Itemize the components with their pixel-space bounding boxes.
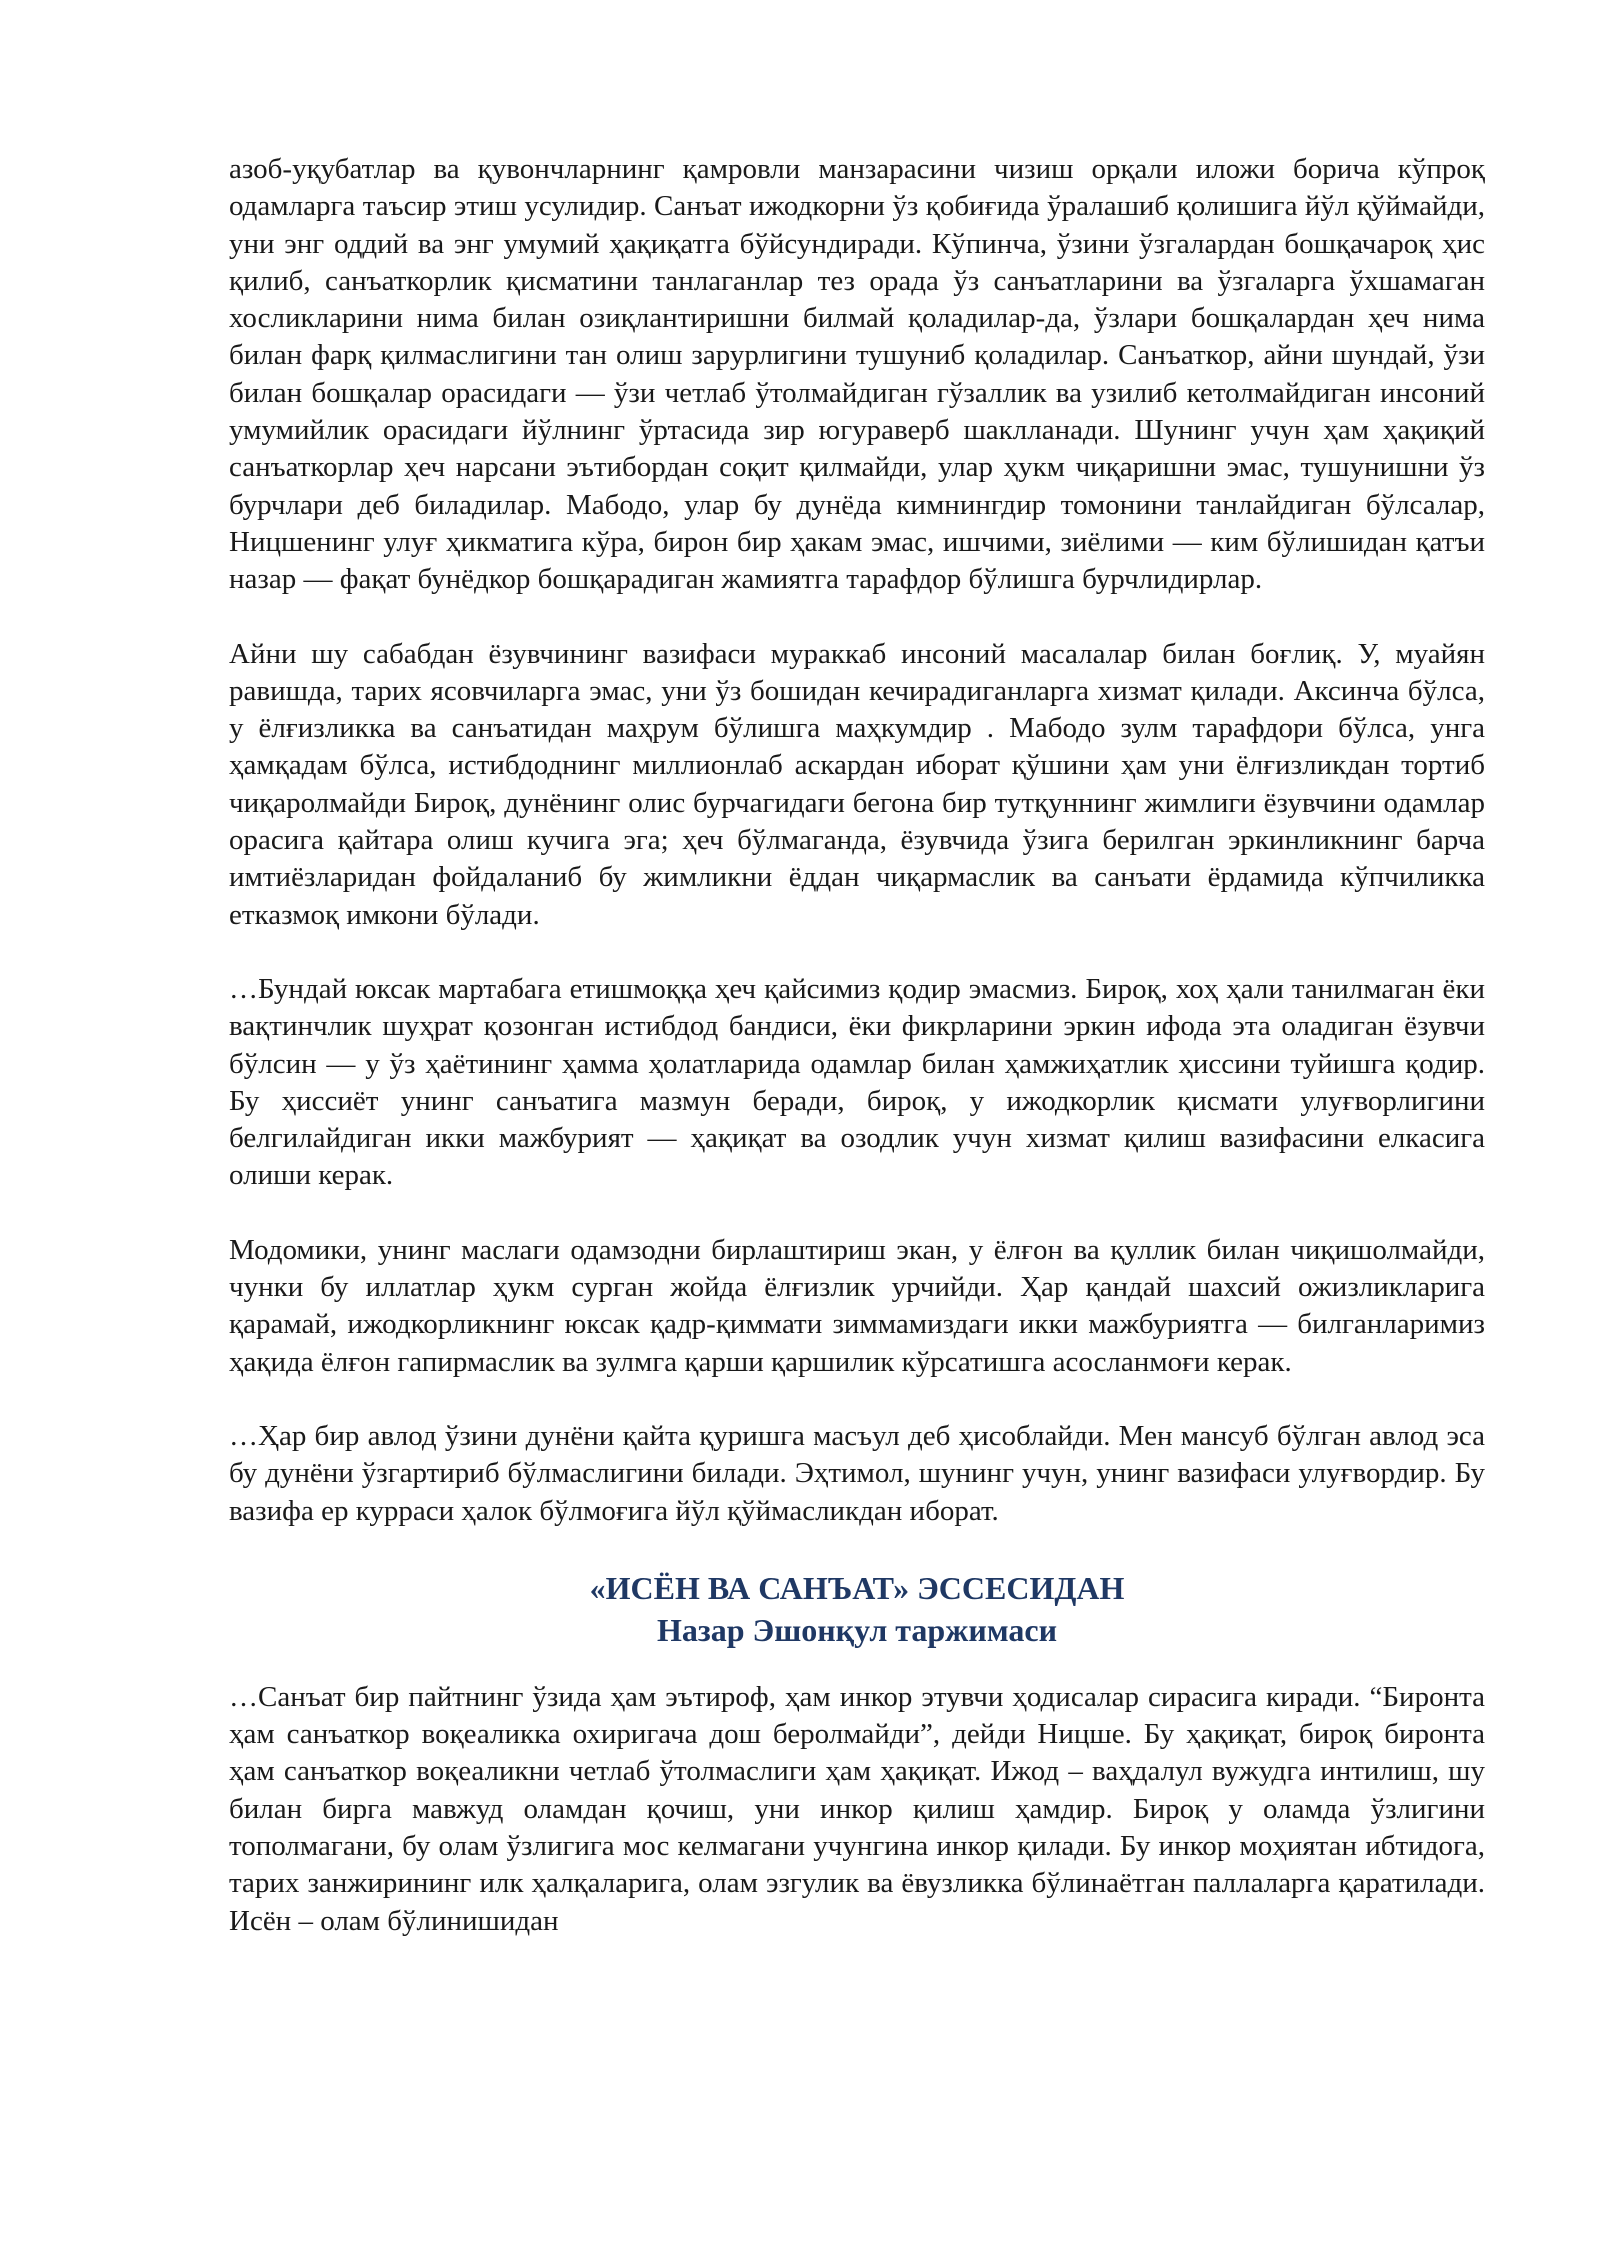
section-heading <box>229 1567 1485 1651</box>
paragraph-4: Модомики, унинг маслаги одамзодни бирлаштириш экан, у ёлғон ва қуллик билан чиқишолмайди, чунки бу иллатлар ҳукм сурган жойда ёлғизлик урчийди. Ҳар қандай шахсий ожизликларига қарамай, ижодкорликнинг юксак қадр-қиммати зиммамиздаги икки мажбуриятга — билганларимиз ҳақида ёлғон гапирмаслик ва зулмга қарши қаршилик кўрсатишга асосланмоғи керак. <box>229 1233 1485 1378</box>
paragraph-3: …Бундай юксак мартабага етишмоққа ҳеч қайсимиз қодир эмасмиз. Бироқ, хоҳ ҳали танилмаган ёки вақтинчлик шуҳрат қозонган истибдод бандиси, ёки фикрларини эркин ифода эта оладиган ёзувчи бўлсин — у ўз ҳаётининг ҳамма ҳолатларида одамлар билан ҳамжиҳатлик ҳиссини туйишга қодир. Бу ҳиссиёт унинг санъатига мазмун беради, бироқ, у ижодкорлик қисмати улуғворлигини белгилайдиган икки мажбурият — ҳақиқат ва озодлик учун хизмат қилиш вазифасини елкасига олиши керак. <box>229 972 1485 1192</box>
paragraph-6: …Санъат бир пайтнинг ўзида ҳам эътироф, ҳам инкор этувчи ҳодисалар сирасига киради. “Биронта ҳам санъаткор воқеаликка охиригача дош беролмайди”, дейди Ницше. Бу ҳақиқат, бироқ биронта ҳам санъаткор воқеаликни четлаб ўтолмаслиги ҳам ҳақиқат. Ижод – ваҳдалул вужудга интилиш, шу билан бирга мавжуд оламдан қочиш, уни инкор қилиш ҳамдир. Бироқ у оламда ўзлигини тополмагани, бу олам ўзлигига мос келмагани учунгина инкор қилади. Бу инкор моҳиятан ибтидога, тарих занжирининг илк ҳалқаларига, олам эзгулик ва ёвузликка бўлинаётган паллаларга қаратилади. Исён – олам бўлинишидан <box>229 1680 1485 1937</box>
paragraph-5: …Ҳар бир авлод ўзини дунёни қайта қуришга масъул деб ҳисоблайди. Мен мансуб бўлган авлод эса бу дунёни ўзгартириб бўлмаслигини билади. Эҳтимол, шунинг учун, унинг вазифаси улуғвордир. Бу вазифа ер курраси ҳалок бўлмоғига йўл қўймасликдан иборат. <box>229 1419 1485 1527</box>
translator-credit: Назар Эшонқул таржимаси <box>656 1611 1058 1648</box>
paragraph-2: Айни шу сабабдан ёзувчининг вазифаси мураккаб инсоний масалалар билан боғлиқ. У, муайян равишда, тарих ясовчиларга эмас, уни ўз бошидан кечирадиганларга хизмат қилади. Аксинча бўлса, у ёлғизликка ва санъатидан маҳрум бўлишга маҳкумдир . Мабодо зулм тарафдори бўлса, унга ҳамқадам бўлса, истибдоднинг миллионлаб аскардан иборат қўшини ҳам уни ёлғизликдан тортиб чиқаролмайди Бироқ, дунёнинг олис бурчагидаги бегона бир тутқуннинг жимлиги ёзувчини одамлар орасига қайтара олиш кучига эга; ҳеч бўлмаганда, ёзувчида ўзига берилган эркинликнинг барча имтиёзларидан фойдаланиб бу жимликни ёддан чиқармаслик ва санъати ёрдамида кўпчиликка етказмоқ имкони бўлади. <box>229 637 1485 931</box>
document-page <box>229 151 1485 1977</box>
section-title: «ИСЁН ВА САНЪАТ» ЭССЕСИДАН <box>589 1569 1125 1606</box>
paragraph-1: азоб-уқубатлар ва қувончларнинг қамровли манзарасини чизиш орқали иложи борича кўпроқ одамларга таъсир этиш усулидир. Санъат ижодкорни ўз қобиғида ўралашиб қолишига йўл қўймайди, уни энг оддий ва энг умумий ҳақиқатга бўйсундиради. Кўпинча, ўзини ўзгалардан бошқачароқ ҳис қилиб, санъаткорлик қисматини танлаганлар тез орада ўз санъатларини ва ўзгаларга ўхшамаган хосликларини нима билан озиқлантиришни билмай қоладилар-да, ўзлари бошқалардан ҳеч нима билан фарқ қилмаслигини тан олиш зарурлигини тушуниб қоладилар. Санъаткор, айни шундай, ўзи билан бошқалар орасидаги — ўзи четлаб ўтолмайдиган гўзаллик ва узилиб кетолмайдиган инсоний умумийлик орасидаги йўлнинг ўртасида зир югураверб шаклланади. Шунинг учун ҳам ҳақиқий санъаткорлар ҳеч нарсани эътибордан соқит қилмайди, улар ҳукм чиқаришни эмас, тушунишни ўз бурчлари деб биладилар. Мабодо, улар бу дунёда кимнингдир томонини танлайдиган бўлсалар, Ницшенинг улуғ ҳикматига кўра, бирон бир ҳакам эмас, ишчими, зиёлими — ким бўлишидан қатъи назар — фақат бунёдкор бошқарадиган жамиятга тарафдор бўлишга бурчлидирлар. <box>229 153 1485 596</box>
